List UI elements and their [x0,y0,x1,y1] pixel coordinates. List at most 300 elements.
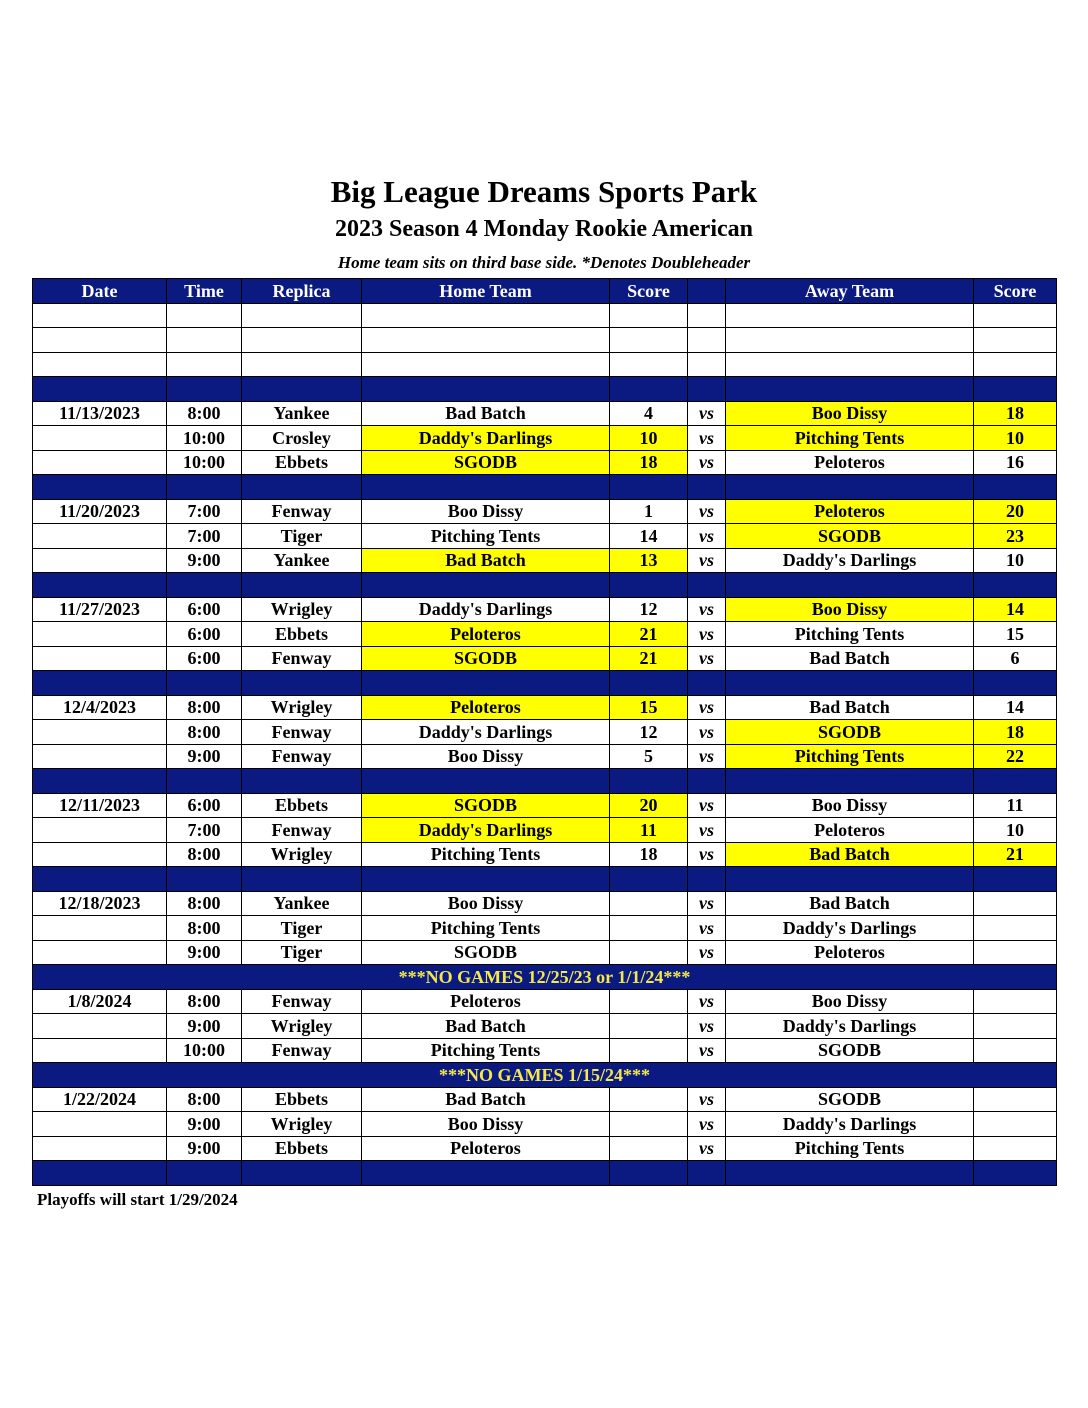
time-cell: 7:00 [167,499,242,524]
home-score-cell: 20 [610,793,688,818]
empty-cell [242,867,362,892]
date-cell [33,916,167,941]
away-team-cell: Pitching Tents [726,744,974,769]
game-row [33,1112,1057,1137]
empty-cell [688,352,726,377]
game-row [33,1087,1057,1112]
vs-cell: vs [688,548,726,573]
away-team-cell: Daddy's Darlings [726,1014,974,1039]
schedule-note: Home team sits on third base side. *Denotes Doubleheader [337,253,751,272]
home-team-cell: Peloteros [362,695,610,720]
vs-cell: vs [688,524,726,549]
away-team-cell: Pitching Tents [726,426,974,451]
home-team-cell: Bad Batch [362,1014,610,1039]
home-score-cell: 10 [610,426,688,451]
vs-cell: vs [688,720,726,745]
away-team-cell: Boo Dissy [726,597,974,622]
away-team-cell: SGODB [726,1087,974,1112]
no-games-notice: ***NO GAMES 1/15/24*** [33,1063,1057,1088]
header-away-score: Score [974,279,1057,304]
empty-cell [33,475,167,500]
empty-row [33,303,1057,328]
date-cell [33,1014,167,1039]
away-team-cell: Bad Batch [726,842,974,867]
date-cell: 11/27/2023 [33,597,167,622]
away-team-cell: Bad Batch [726,646,974,671]
game-row [33,793,1057,818]
empty-cell [167,352,242,377]
home-team-cell: Bad Batch [362,1087,610,1112]
replica-cell: Wrigley [242,695,362,720]
home-score-cell [610,989,688,1014]
replica-cell: Ebbets [242,622,362,647]
date-cell [33,548,167,573]
home-score-cell: 4 [610,401,688,426]
date-cell [33,426,167,451]
vs-cell: vs [688,940,726,965]
empty-cell [974,328,1057,353]
empty-cell [726,573,974,598]
home-team-cell: Peloteros [362,1136,610,1161]
away-score-cell [974,1136,1057,1161]
home-score-cell [610,891,688,916]
time-cell: 8:00 [167,989,242,1014]
schedule-body [33,303,1057,1185]
away-score-cell: 21 [974,842,1057,867]
game-row [33,646,1057,671]
home-team-cell: Pitching Tents [362,1038,610,1063]
empty-cell [33,671,167,696]
time-cell: 6:00 [167,622,242,647]
vs-cell: vs [688,842,726,867]
replica-cell: Fenway [242,1038,362,1063]
empty-cell [688,671,726,696]
empty-cell [33,303,167,328]
empty-cell [242,671,362,696]
empty-cell [974,671,1057,696]
vs-cell: vs [688,1136,726,1161]
separator-row [33,769,1057,794]
away-score-cell [974,1112,1057,1137]
home-score-cell: 14 [610,524,688,549]
home-team-cell: Pitching Tents [362,524,610,549]
date-cell [33,1038,167,1063]
empty-cell [974,303,1057,328]
away-score-cell [974,989,1057,1014]
vs-cell: vs [688,1087,726,1112]
away-score-cell: 14 [974,597,1057,622]
empty-cell [242,769,362,794]
away-score-cell [974,891,1057,916]
game-row [33,989,1057,1014]
empty-cell [974,352,1057,377]
empty-cell [362,671,610,696]
game-row [33,842,1057,867]
empty-cell [688,377,726,402]
game-row [33,1038,1057,1063]
home-score-cell: 5 [610,744,688,769]
vs-cell: vs [688,891,726,916]
time-cell: 10:00 [167,1038,242,1063]
date-cell [33,940,167,965]
home-score-cell: 21 [610,646,688,671]
away-team-cell: Pitching Tents [726,1136,974,1161]
empty-cell [167,1161,242,1186]
empty-cell [688,769,726,794]
vs-cell: vs [688,744,726,769]
home-score-cell: 15 [610,695,688,720]
away-team-cell: Peloteros [726,940,974,965]
empty-cell [167,573,242,598]
vs-cell: vs [688,1038,726,1063]
date-cell: 12/11/2023 [33,793,167,818]
replica-cell: Wrigley [242,597,362,622]
empty-cell [242,573,362,598]
game-row [33,720,1057,745]
header-time: Time [167,279,242,304]
date-cell [33,842,167,867]
empty-cell [362,328,610,353]
replica-cell: Fenway [242,989,362,1014]
date-cell [33,720,167,745]
date-cell: 12/18/2023 [33,891,167,916]
header-date: Date [33,279,167,304]
empty-cell [610,352,688,377]
vs-cell: vs [688,1112,726,1137]
home-team-cell: Pitching Tents [362,842,610,867]
away-score-cell: 10 [974,426,1057,451]
empty-cell [362,1161,610,1186]
time-cell: 6:00 [167,597,242,622]
home-team-cell: Daddy's Darlings [362,818,610,843]
empty-cell [974,377,1057,402]
replica-cell: Ebbets [242,1087,362,1112]
separator-row [33,377,1057,402]
empty-cell [610,377,688,402]
home-team-cell: Pitching Tents [362,916,610,941]
vs-cell: vs [688,597,726,622]
game-row [33,891,1057,916]
away-score-cell: 16 [974,450,1057,475]
replica-cell: Ebbets [242,793,362,818]
empty-cell [688,475,726,500]
date-cell [33,744,167,769]
empty-cell [726,328,974,353]
empty-cell [688,328,726,353]
home-team-cell: Boo Dissy [362,499,610,524]
home-score-cell [610,1087,688,1112]
time-cell: 8:00 [167,842,242,867]
empty-cell [242,1161,362,1186]
empty-cell [726,475,974,500]
vs-cell: vs [688,818,726,843]
separator-row [33,573,1057,598]
home-team-cell: SGODB [362,646,610,671]
empty-cell [167,475,242,500]
date-cell: 1/22/2024 [33,1087,167,1112]
home-score-cell: 21 [610,622,688,647]
time-cell: 9:00 [167,744,242,769]
time-cell: 9:00 [167,940,242,965]
date-cell [33,1112,167,1137]
empty-row [33,352,1057,377]
replica-cell: Yankee [242,891,362,916]
away-team-cell: SGODB [726,720,974,745]
replica-cell: Crosley [242,426,362,451]
home-team-cell: SGODB [362,793,610,818]
empty-cell [610,671,688,696]
header-home-score: Score [610,279,688,304]
game-row [33,1014,1057,1039]
replica-cell: Tiger [242,524,362,549]
home-team-cell: Peloteros [362,622,610,647]
empty-cell [242,328,362,353]
empty-cell [362,352,610,377]
empty-cell [688,1161,726,1186]
away-score-cell: 23 [974,524,1057,549]
away-score-cell [974,940,1057,965]
away-team-cell: SGODB [726,524,974,549]
time-cell: 7:00 [167,818,242,843]
away-team-cell: Boo Dissy [726,401,974,426]
away-team-cell: Daddy's Darlings [726,916,974,941]
no-games-notice-row [33,965,1057,990]
empty-cell [362,303,610,328]
vs-cell: vs [688,401,726,426]
header-away-team: Away Team [726,279,974,304]
no-games-notice-row [33,1063,1057,1088]
home-team-cell: Daddy's Darlings [362,720,610,745]
home-team-cell: Bad Batch [362,401,610,426]
away-score-cell: 11 [974,793,1057,818]
vs-cell: vs [688,646,726,671]
empty-cell [974,867,1057,892]
no-games-notice: ***NO GAMES 12/25/23 or 1/1/24*** [33,965,1057,990]
home-score-cell: 18 [610,450,688,475]
replica-cell: Fenway [242,744,362,769]
empty-cell [974,573,1057,598]
empty-cell [726,1161,974,1186]
empty-cell [167,328,242,353]
separator-row [33,867,1057,892]
schedule-table [32,278,1057,1186]
away-score-cell [974,1014,1057,1039]
game-row [33,1136,1057,1161]
header-home-team: Home Team [362,279,610,304]
away-score-cell: 15 [974,622,1057,647]
vs-cell: vs [688,499,726,524]
date-cell [33,818,167,843]
time-cell: 10:00 [167,450,242,475]
home-team-cell: Peloteros [362,989,610,1014]
time-cell: 8:00 [167,695,242,720]
time-cell: 9:00 [167,1014,242,1039]
empty-cell [362,573,610,598]
away-team-cell: Daddy's Darlings [726,548,974,573]
away-score-cell: 6 [974,646,1057,671]
away-team-cell: Bad Batch [726,891,974,916]
empty-cell [726,303,974,328]
replica-cell: Fenway [242,499,362,524]
page-subtitle: 2023 Season 4 Monday Rookie American [334,216,753,242]
away-team-cell: Daddy's Darlings [726,1112,974,1137]
away-score-cell: 10 [974,548,1057,573]
empty-cell [610,475,688,500]
time-cell: 8:00 [167,401,242,426]
time-cell: 8:00 [167,720,242,745]
time-cell: 9:00 [167,1112,242,1137]
away-score-cell: 22 [974,744,1057,769]
game-row [33,916,1057,941]
replica-cell: Wrigley [242,842,362,867]
replica-cell: Ebbets [242,450,362,475]
empty-cell [33,867,167,892]
home-score-cell [610,1112,688,1137]
date-cell [33,622,167,647]
home-score-cell: 12 [610,720,688,745]
home-team-cell: Boo Dissy [362,744,610,769]
away-team-cell: Bad Batch [726,695,974,720]
away-score-cell: 20 [974,499,1057,524]
empty-cell [33,1161,167,1186]
home-team-cell: Daddy's Darlings [362,426,610,451]
away-team-cell: Peloteros [726,818,974,843]
replica-cell: Fenway [242,720,362,745]
away-team-cell: Boo Dissy [726,793,974,818]
home-score-cell [610,1136,688,1161]
away-team-cell: Pitching Tents [726,622,974,647]
empty-cell [242,352,362,377]
empty-cell [726,352,974,377]
time-cell: 8:00 [167,891,242,916]
time-cell: 9:00 [167,548,242,573]
game-row [33,450,1057,475]
empty-cell [974,475,1057,500]
empty-cell [726,377,974,402]
away-score-cell: 14 [974,695,1057,720]
empty-cell [610,328,688,353]
empty-cell [688,303,726,328]
empty-cell [688,573,726,598]
empty-cell [362,377,610,402]
time-cell: 8:00 [167,1087,242,1112]
away-score-cell [974,916,1057,941]
vs-cell: vs [688,426,726,451]
vs-cell: vs [688,793,726,818]
empty-cell [242,377,362,402]
header-replica: Replica [242,279,362,304]
home-team-cell: Boo Dissy [362,891,610,916]
home-score-cell: 18 [610,842,688,867]
empty-cell [167,377,242,402]
game-row [33,818,1057,843]
away-score-cell: 18 [974,401,1057,426]
game-row [33,622,1057,647]
replica-cell: Ebbets [242,1136,362,1161]
date-cell [33,1136,167,1161]
separator-row [33,671,1057,696]
replica-cell: Tiger [242,916,362,941]
away-team-cell: Peloteros [726,450,974,475]
date-cell: 11/13/2023 [33,401,167,426]
date-cell [33,524,167,549]
empty-cell [688,867,726,892]
empty-cell [167,867,242,892]
vs-cell: vs [688,916,726,941]
vs-cell: vs [688,989,726,1014]
game-row [33,401,1057,426]
empty-cell [33,769,167,794]
game-row [33,499,1057,524]
separator-row [33,475,1057,500]
home-team-cell: SGODB [362,940,610,965]
replica-cell: Wrigley [242,1112,362,1137]
game-row [33,695,1057,720]
empty-cell [362,475,610,500]
away-team-cell: SGODB [726,1038,974,1063]
header-row [33,279,1057,304]
home-score-cell: 12 [610,597,688,622]
empty-cell [974,1161,1057,1186]
away-score-cell [974,1038,1057,1063]
vs-cell: vs [688,1014,726,1039]
empty-cell [726,867,974,892]
date-cell: 1/8/2024 [33,989,167,1014]
replica-cell: Wrigley [242,1014,362,1039]
separator-row [33,1161,1057,1186]
game-row [33,597,1057,622]
empty-cell [974,769,1057,794]
vs-cell: vs [688,695,726,720]
replica-cell: Fenway [242,646,362,671]
time-cell: 6:00 [167,646,242,671]
vs-cell: vs [688,450,726,475]
empty-cell [610,769,688,794]
time-cell: 9:00 [167,1136,242,1161]
empty-cell [242,303,362,328]
game-row [33,524,1057,549]
date-cell [33,450,167,475]
empty-cell [610,303,688,328]
home-score-cell [610,940,688,965]
home-score-cell: 11 [610,818,688,843]
time-cell: 7:00 [167,524,242,549]
empty-cell [610,867,688,892]
home-team-cell: Boo Dissy [362,1112,610,1137]
empty-cell [726,769,974,794]
empty-cell [33,377,167,402]
home-score-cell: 1 [610,499,688,524]
header-vs [688,279,726,304]
replica-cell: Tiger [242,940,362,965]
away-score-cell: 18 [974,720,1057,745]
empty-cell [33,573,167,598]
time-cell: 6:00 [167,793,242,818]
home-score-cell: 13 [610,548,688,573]
empty-cell [610,573,688,598]
empty-cell [362,769,610,794]
empty-cell [33,328,167,353]
empty-cell [167,671,242,696]
game-row [33,426,1057,451]
replica-cell: Yankee [242,401,362,426]
home-team-cell: SGODB [362,450,610,475]
vs-cell: vs [688,622,726,647]
date-cell: 12/4/2023 [33,695,167,720]
empty-cell [167,769,242,794]
away-team-cell: Boo Dissy [726,989,974,1014]
away-score-cell: 10 [974,818,1057,843]
